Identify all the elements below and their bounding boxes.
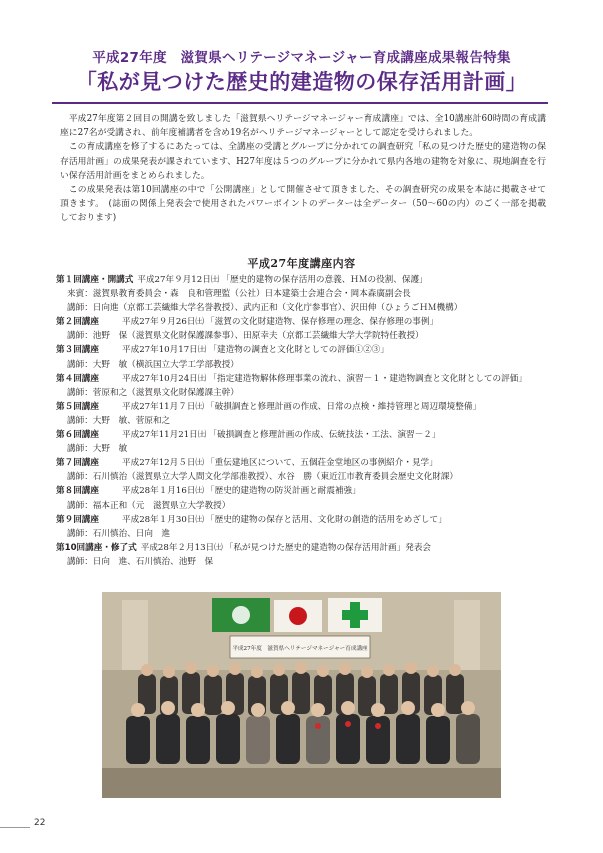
schedule-session [56,273,556,315]
session-topic: 「歴史的建物の保存と活用、文化財の創造的活用をめざして」 [206,514,447,525]
session-detail: 講師：福本正和（元 滋賀県立大学教授） [67,500,231,511]
schedule-session [56,315,556,343]
schedule-session [56,456,556,484]
title-underline [52,102,548,104]
session-title: 第４回講座 [56,373,99,384]
session-date: 平成28年１月30日㈯ [122,514,205,525]
session-date: 平成28年２月13日㈯ [140,542,223,553]
session-detail: 来賓：滋賀県教育委員会・森 良和管理監（公社）日本建築士会連合会・岡本森廣副会長 [67,289,411,300]
session-title: 第９回講座 [56,514,99,525]
page-number: 22 [34,818,46,828]
session-topic: 「歴史的建造物の防災計画と耐震補強」 [206,486,361,497]
session-topic: 「指定建造物解体修理事業の流れ、演習－１・建造物調査と文化財としての評価」 [208,373,527,384]
session-header [56,400,556,414]
schedule-session [56,400,556,428]
session-date: 平成27年９月26日㈯ [122,317,205,328]
session-topic: 「建造物の調査と文化財としての評価①②③」 [208,345,389,356]
session-detail: 講師：石川慎治（滋賀県立大学人間文化学部准教授）、水谷 勝（東近江市教育委員会歴史文化財課） [67,472,459,483]
session-detail: 講師：大野 敏 [67,444,128,455]
schedule-session [56,372,556,400]
session-title: 第５回講座 [56,401,99,412]
session-detail: 講師：大野 敏（横浜国立大学工学部教授） [67,359,239,370]
session-header [56,484,556,498]
session-header [56,456,556,470]
schedule-session [56,513,556,541]
intro-paragraph: この育成講座を修了するにあたっては、全講座の受講とグループに分かれての調査研究「私の見つけた歴史的建造物の保存活用計画」の成果発表が課されています、H27年度は５つのグループに分かれて県内各地の建物を対象に、現地調査を行い保存活用計画をまとめられました。 [60,142,546,181]
session-header [56,513,556,527]
intro-text [60,112,546,226]
session-date: 平成27年10月17日㈯ [122,345,207,356]
session-detail: 講師：菅原和之（滋賀県文化財保護課主幹） [67,387,239,398]
footer-rule [0,827,30,828]
session-date: 平成27年12月５日㈯ [122,458,205,469]
session-detail: 講師：大野 敏、菅原和之 [67,415,171,426]
session-date: 平成27年10月24日㈯ [122,373,207,384]
schedule-list [56,273,556,569]
session-date: 平成27年11月21日㈯ [122,430,207,441]
session-title: 第３回講座 [56,345,99,356]
session-topic: 「破損調査と修理計画の作成、伝統技法・工法、演習－２」 [208,430,441,441]
session-header [56,428,556,442]
session-topic: 「滋賀の文化財建造物、保存修理の理念、保存修理の事例」 [206,317,439,328]
intro-paragraph: 平成27年度第２回目の開講を致しました「滋賀県ヘリテージマネージャー育成講座」では、全10講座計60時間の育成講座に27名が受講され、前年度補講者を含め19名がヘリテージマネージャーとして認定を受けられました。 [60,114,546,139]
session-detail: 講師：石川慎治、日向 進 [67,528,171,539]
session-topic: 「歴史的建物の保存活用の意義、ＨＭの役割、保護」 [221,275,428,285]
session-title: 第６回講座 [56,430,99,441]
session-header [56,343,556,357]
intro-paragraph: この成果発表は第10回講座の中で「公開講座」として開催させて頂きました、その調査研究の成果を本誌に掲載させて頂きます。 (誌面の関係上発表会で使用されたパワーポイントのデーターは全データー（50～60の内）のごく一部を掲載しております) [60,185,546,224]
session-date: 平成27年９月12日㈯ [137,275,220,285]
session-header [56,372,556,386]
schedule-session [56,484,556,512]
group-photo [102,592,501,798]
schedule-session [56,343,556,371]
schedule-session [56,541,556,569]
session-topic: 「私が見つけた歴史的建造物の保存活用計画」発表会 [224,542,432,553]
session-title: 第８回講座 [56,486,99,497]
session-topic: 「重伝建地区について、五個荘金堂地区の事例紹介・見学」 [206,458,438,469]
session-detail: 講師：日向進（京都工芸繊維大学名誉教授）、武内正和（文化庁参事官）、沢田伸（ひょうごＨＭ機構） [67,303,463,314]
session-title: 第10回講座・修了式 [56,542,137,553]
feature-title: 「私が見つけた歴史的建造物の保存活用計画」 [75,70,528,94]
session-header [56,273,556,287]
session-title: 第２回講座 [56,317,99,328]
feature-subtitle: 平成27年度 滋賀県ヘリテージマネージャー育成講座成果報告特集 [92,50,511,66]
session-title: 第７回講座 [56,458,99,469]
session-date: 平成27年11月７日㈯ [122,401,205,412]
event-banner-text: 平成27年度 滋賀県ヘリテージマネージャー育成講座 [232,646,368,652]
session-title: 第１回講座・開講式 [56,275,134,285]
session-detail: 講師：日向 進、石川慎治、池野 保 [67,556,214,567]
session-header [56,315,556,329]
schedule-session [56,428,556,456]
session-header [56,541,556,555]
session-detail: 講師：池野 保（滋賀県文化財保護課参事）、田原幸夫（京都工芸繊維大学大学院特任教授） [67,331,424,342]
session-topic: 「破損調査と修理計画の作成、日常の点検・維持管理と周辺環境整備」 [206,401,482,412]
group-photo-illustration [102,592,501,798]
session-date: 平成28年１月16日㈯ [122,486,205,497]
schedule-heading: 平成27年度講座内容 [247,257,356,270]
